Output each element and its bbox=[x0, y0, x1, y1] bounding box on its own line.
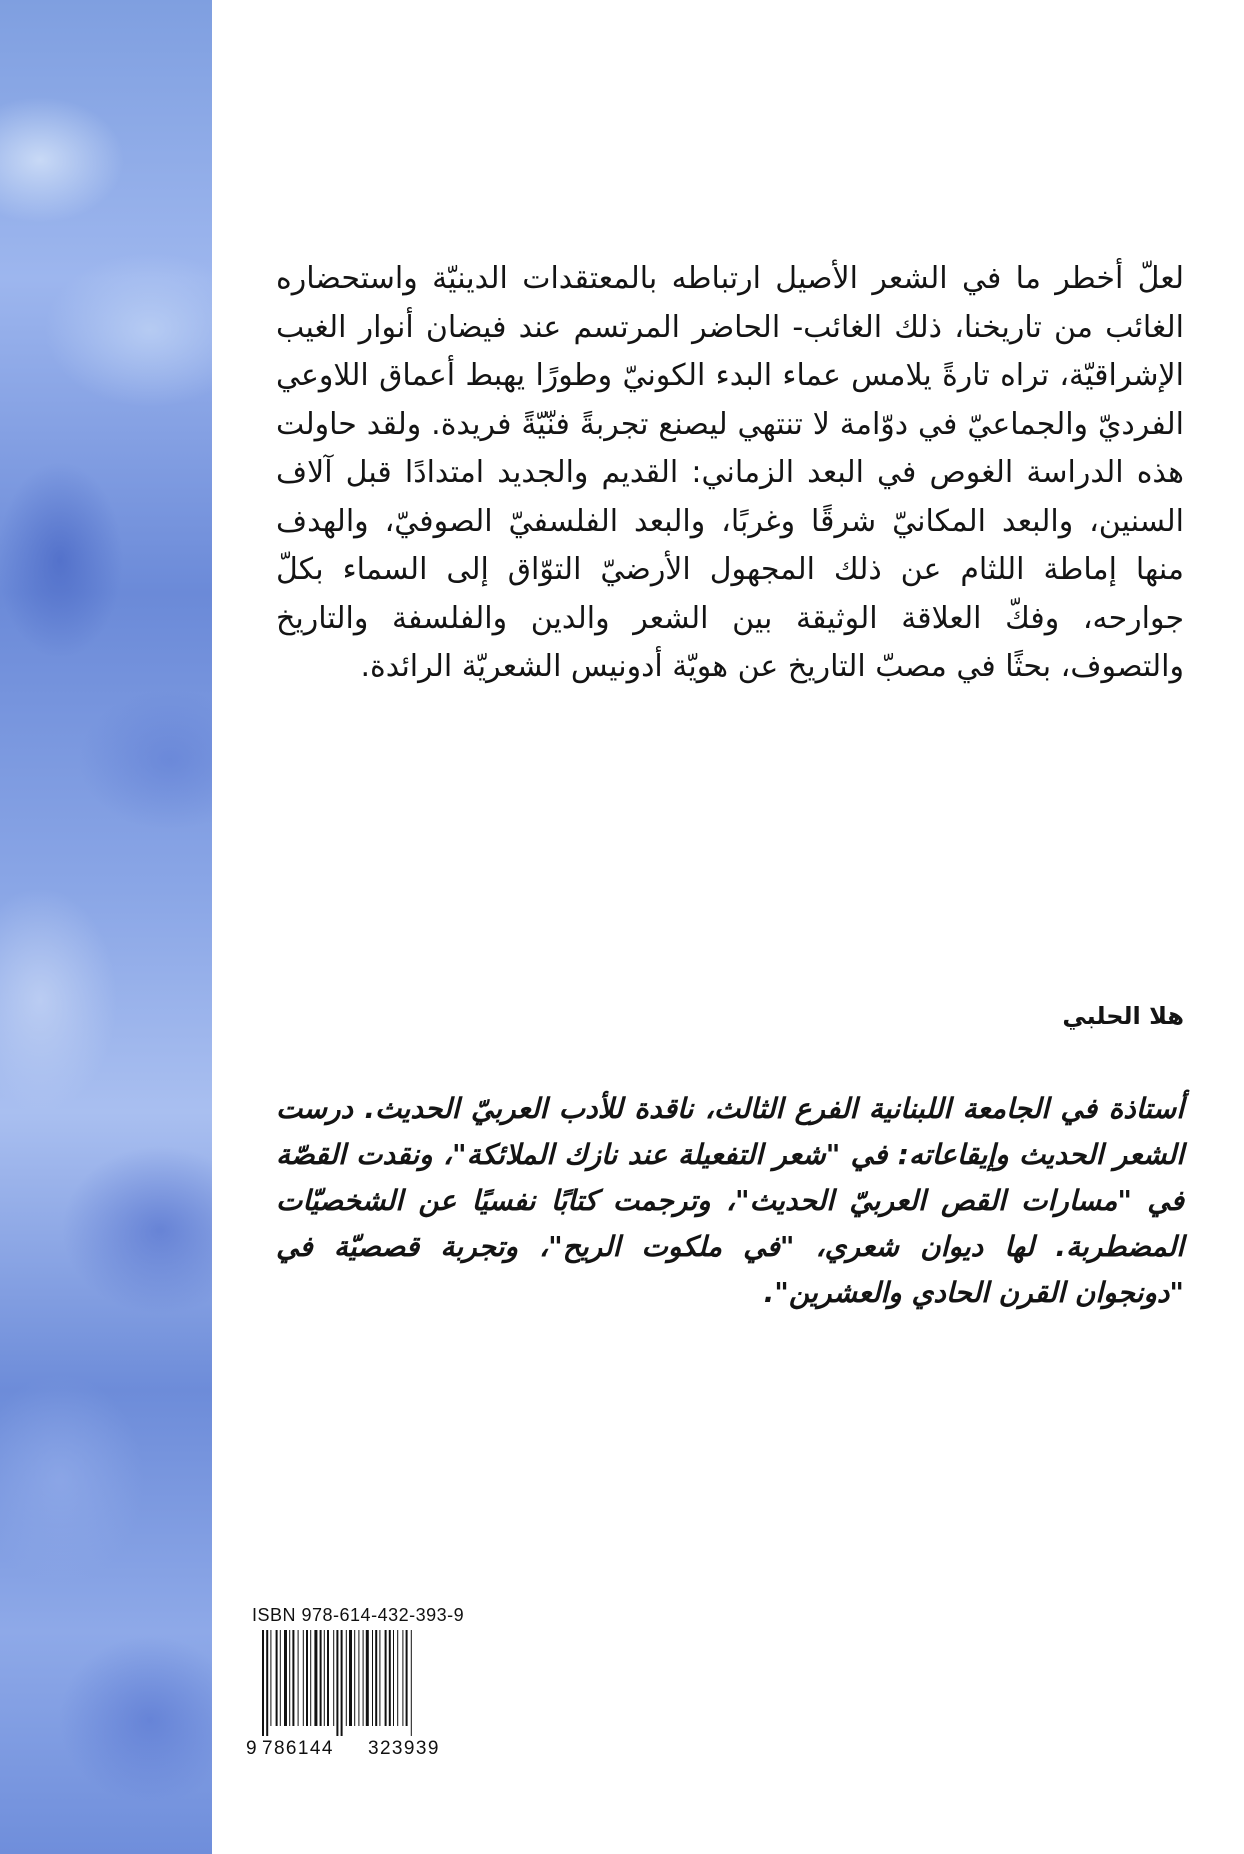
barcode-bar bbox=[310, 1630, 311, 1726]
barcode-bar bbox=[289, 1630, 290, 1726]
barcode-bar bbox=[298, 1630, 299, 1726]
barcode-digits-left: 786144 bbox=[262, 1738, 334, 1759]
barcode-bar bbox=[266, 1630, 268, 1736]
barcode-bar bbox=[358, 1630, 359, 1726]
barcode-bar bbox=[303, 1630, 304, 1726]
barcode-bar bbox=[320, 1630, 322, 1726]
barcode-bar bbox=[393, 1630, 394, 1726]
barcode-bar bbox=[363, 1630, 364, 1726]
barcode-bar bbox=[327, 1630, 329, 1726]
barcode-digits-right: 323939 bbox=[368, 1738, 440, 1759]
barcode-bar bbox=[397, 1630, 398, 1726]
barcode-bar bbox=[333, 1630, 334, 1726]
barcode-bar bbox=[314, 1630, 317, 1726]
barcode-bar bbox=[375, 1630, 377, 1726]
barcode-bar bbox=[402, 1630, 403, 1726]
isbn-label: ISBN 978-614-432-393-9 bbox=[252, 1605, 465, 1625]
barcode-bar bbox=[306, 1630, 308, 1726]
barcode-bar bbox=[411, 1630, 412, 1736]
barcode-digit-first: 9 bbox=[246, 1738, 257, 1759]
barcode-bar bbox=[406, 1630, 408, 1726]
barcode-bar bbox=[270, 1630, 271, 1726]
synopsis-block bbox=[276, 255, 1184, 692]
synopsis-text: لعلّ أخطر ما في الشعر الأصيل ارتباطه بالمعتقدات الدينيّة واستحضاره الغائب من تاريخنا، ذلك الغائب- الحاضر المرتسم عند فيضان أنوار الغيب الإشراقيّة، تراه تارةً يلامس عماء البدء الكونيّ وطورًا يهبط أعماق اللاوعي الفرديّ والجماعيّ في دوّامة لا تنتهي ليصنع تجربةً فنّيّةً فريدة. ولقد حاولت هذه الدراسة الغوص في البعد الزماني: القديم والجديد امتدادًا قبل آلاف السنين، والبعد المكانيّ شرقًا وغربًا، والبعد الفلسفيّ الصوفيّ، والهدف منها إماطة اللثام عن ذلك المجهول الأرضيّ التوّاق إلى السماء بكلّ جوارحه، وفكّ العلاقة الوثيقة بين الشعر والدين والفلسفة والتاريخ والتصوف، بحثًا في مصبّ التاريخ عن هويّة أدونيس الشعريّة الرائدة. bbox=[276, 261, 1184, 684]
barcode-bar bbox=[366, 1630, 369, 1726]
barcode-bar bbox=[284, 1630, 287, 1726]
cover-texture-band bbox=[0, 0, 212, 1854]
barcode-bar bbox=[336, 1630, 338, 1736]
barcode-bar bbox=[280, 1630, 281, 1726]
barcode-bar bbox=[379, 1630, 380, 1726]
barcode-bar bbox=[354, 1630, 355, 1726]
author-name: هلا الحلبي bbox=[1062, 1002, 1184, 1030]
barcode-bar bbox=[385, 1630, 387, 1726]
isbn-block bbox=[246, 1605, 466, 1760]
barcode-bar bbox=[262, 1630, 264, 1736]
barcode-bar bbox=[389, 1630, 391, 1726]
author-bio-text: أستاذة في الجامعة اللبنانية الفرع الثالث، ناقدة للأدب العربيّ الحديث. درست الشعر الحديث وإيقاعاته: في "شعر التفعيلة عند نازك الملائكة"، ونقدت القصّة في "مسارات القص العربيّ الحديث"، وترجمت كتابًا نفسيًا عن الشخصيّات المضطربة. لها ديوان شعري، "في ملكوت الريح"، وتجربة قصصيّة في "دونجوان القرن الحادي والعشرين". bbox=[276, 1092, 1184, 1309]
barcode-digits bbox=[246, 1738, 466, 1760]
barcode-bar bbox=[276, 1630, 278, 1726]
barcode-bar bbox=[349, 1630, 352, 1726]
barcode-bar bbox=[346, 1630, 347, 1726]
barcode-bar bbox=[372, 1630, 373, 1726]
barcode-icon bbox=[246, 1630, 458, 1736]
barcode-bar bbox=[341, 1630, 343, 1736]
author-bio-block bbox=[276, 1086, 1184, 1316]
barcode-bar bbox=[292, 1630, 294, 1726]
barcode-bar bbox=[324, 1630, 325, 1726]
